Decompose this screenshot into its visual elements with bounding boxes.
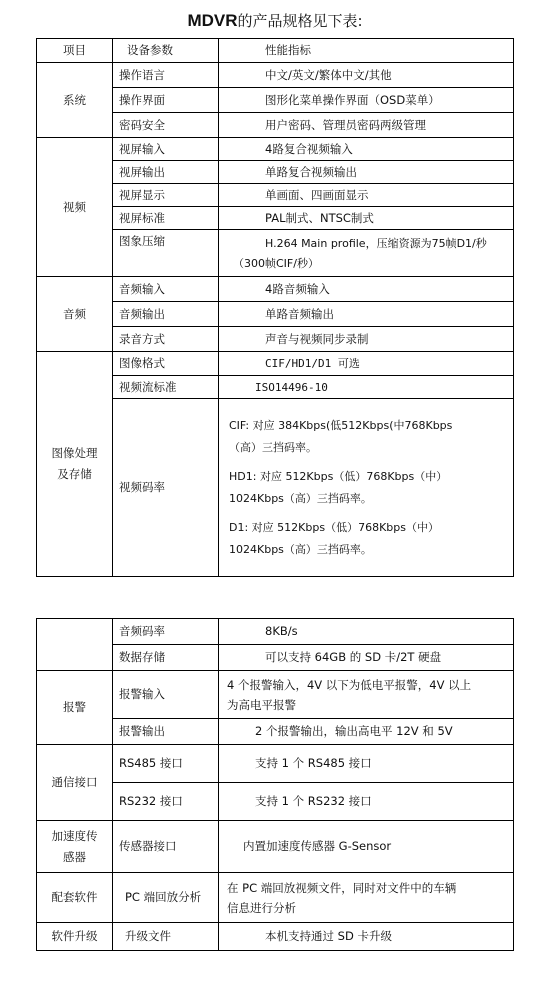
spec-table-1 (36, 38, 514, 577)
spec-cell: 4路音频输入 (219, 277, 514, 302)
alarm-input-line-2: 为高电平报警 (227, 697, 296, 712)
param-cell: 音频输入 (113, 277, 219, 302)
param-cell: 操作界面 (113, 88, 219, 113)
param-cell: 数据存储 (113, 645, 219, 671)
param-cell: 音频码率 (113, 619, 219, 645)
category-storage-line-2: 及存储 (57, 467, 92, 481)
param-cell: 录音方式 (113, 327, 219, 352)
param-cell: 视屏输出 (113, 161, 219, 184)
spec-cell: ISO14496-10 (219, 376, 514, 399)
spec-cell: 支持 1 个 RS485 接口 (219, 745, 514, 783)
spec-cell: 用户密码、管理员密码两级管理 (219, 113, 514, 138)
spec-cell: 可以支持 64GB 的 SD 卡/2T 硬盘 (219, 645, 514, 671)
title-brand: MDVR (187, 11, 238, 30)
blank-category-cell (37, 619, 113, 671)
table-row (37, 745, 514, 783)
param-cell: PC 端回放分析 (113, 873, 219, 923)
spec-cell: 2 个报警输出，输出高电平 12V 和 5V (219, 719, 514, 745)
alarm-input-line-1: 4 个报警输入，4V 以下为低电平报警，4V 以上 (227, 677, 472, 692)
category-upgrade: 软件升级 (37, 923, 113, 951)
param-cell: 传感器接口 (113, 821, 219, 873)
table-row (37, 352, 514, 376)
param-cell: 图象压缩 (113, 230, 219, 277)
spec-cell-compression (219, 230, 514, 277)
spec-cell: 支持 1 个 RS232 接口 (219, 783, 514, 821)
param-cell: 密码安全 (113, 113, 219, 138)
spec-cell: PAL制式、NTSC制式 (219, 207, 514, 230)
table-row (37, 873, 514, 923)
bitrate-hd1-line-1: HD1: 对应 512Kbps（低）768Kbps（中） (229, 469, 448, 483)
param-cell: 视屏输入 (113, 138, 219, 161)
header-spec: 性能指标 (219, 39, 514, 63)
compression-line-2: （300帧CIF/秒） (233, 256, 319, 270)
spec-cell: 声音与视频同步录制 (219, 327, 514, 352)
category-system: 系统 (37, 63, 113, 138)
category-storage-line-1: 图像处理 (51, 446, 98, 460)
param-cell: 图像格式 (113, 352, 219, 376)
table-row (37, 821, 514, 873)
spec-cell: 单路复合视频输出 (219, 161, 514, 184)
category-accel (37, 821, 113, 873)
param-cell: 视频码率 (113, 399, 219, 577)
category-video: 视频 (37, 138, 113, 277)
category-comm: 通信接口 (37, 745, 113, 821)
param-cell: 音频输出 (113, 302, 219, 327)
category-software: 配套软件 (37, 873, 113, 923)
bitrate-cif-line-2: （高）三挡码率。 (229, 440, 317, 454)
spec-cell: 内置加速度传感器 G-Sensor (219, 821, 514, 873)
spec-cell: 中文/英文/繁体中文/其他 (219, 63, 514, 88)
category-accel-line-1: 加速度传 (51, 828, 98, 843)
table-row (37, 923, 514, 951)
param-cell: 视屏显示 (113, 184, 219, 207)
category-accel-line-2: 感器 (63, 849, 86, 864)
spec-cell: 单路音频输出 (219, 302, 514, 327)
compression-line-1: H.264 Main profile，压缩资源为75帧D1/秒 (265, 236, 487, 250)
spec-cell: 图形化菜单操作界面（OSD菜单） (219, 88, 514, 113)
param-cell: 报警输出 (113, 719, 219, 745)
bitrate-d1-line-1: D1: 对应 512Kbps（低）768Kbps（中） (229, 520, 439, 534)
category-alarm: 报警 (37, 671, 113, 745)
header-param: 设备参数 (113, 39, 219, 63)
category-audio: 音频 (37, 277, 113, 352)
title-rest: 的产品规格见下表: (237, 12, 363, 30)
spec-table-2 (36, 618, 514, 951)
page-title (0, 10, 550, 31)
software-line-2: 信息进行分析 (227, 900, 296, 915)
bitrate-d1-line-2: 1024Kbps（高）三挡码率。 (229, 542, 372, 556)
param-cell: RS232 接口 (113, 783, 219, 821)
category-storage (37, 352, 113, 577)
param-cell: RS485 接口 (113, 745, 219, 783)
spec-cell: CIF/HD1/D1 可选 (219, 352, 514, 376)
param-cell: 升级文件 (113, 923, 219, 951)
spec-cell: 本机支持通过 SD 卡升级 (219, 923, 514, 951)
table-row (37, 671, 514, 719)
spec-cell: 8KB/s (219, 619, 514, 645)
software-spec (219, 873, 514, 923)
param-cell: 操作语言 (113, 63, 219, 88)
spec-cell: 单画面、四画面显示 (219, 184, 514, 207)
param-cell: 报警输入 (113, 671, 219, 719)
alarm-input-spec (219, 671, 514, 719)
spec-cell: 4路复合视频输入 (219, 138, 514, 161)
table-row (37, 619, 514, 645)
param-cell: 视频流标准 (113, 376, 219, 399)
bitrate-spec-cell (219, 399, 514, 577)
header-item: 项目 (37, 39, 113, 63)
bitrate-hd1-line-2: 1024Kbps（高）三挡码率。 (229, 491, 372, 505)
bitrate-cif-line-1: CIF: 对应 384Kbps(低512Kbps(中768Kbps (229, 418, 453, 432)
param-cell: 视屏标准 (113, 207, 219, 230)
table-row (37, 277, 514, 302)
table-row (37, 138, 514, 161)
table-row (37, 63, 514, 88)
table-header-row (37, 39, 514, 63)
software-line-1: 在 PC 端回放视频文件，同时对文件中的车辆 (227, 880, 457, 895)
